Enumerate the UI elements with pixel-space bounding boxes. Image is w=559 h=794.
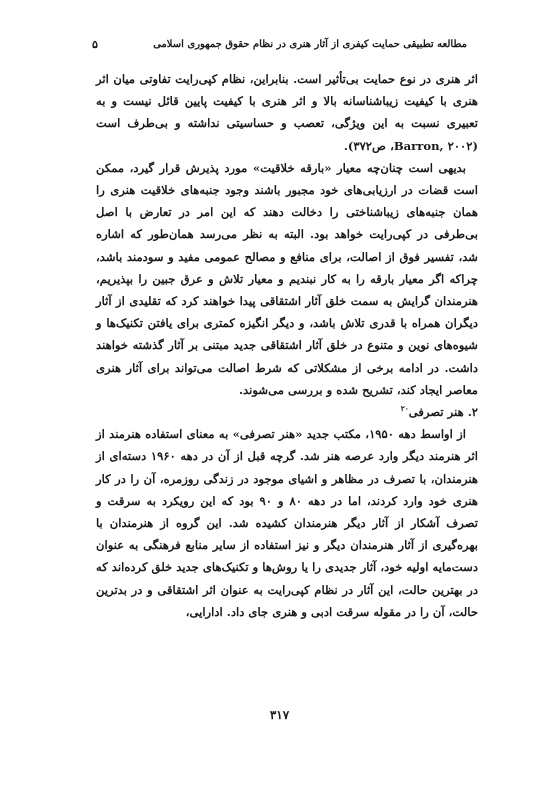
paragraph: از اواسط دهه ۱۹۵۰، مکتب جدید «هنر تصرفی» به معنای استفاده هنرمند از اثر هنرمند دیگر وارد عرصه هنر شد. گرچه قبل از آن در دهه ۱۹۶۰ دسته‌ای از هنرمندان، با تصرف در مظاهر و اشیای موجود در زندگی روزمره، آن را در کار هنری خود وارد کردند، اما در دهه ۸۰ و ۹۰ بود که این رویکرد به سرقت و تصرف آشکار از آثار دیگر هنرمندان کشیده شد. این گروه از هنرمندان با بهره‌گیری از آثار هنرمندان دیگر و نیز استفاده از سایر منابع فرهنگی به عنوان دست‌مایه اولیه خود، آثار جدیدی را یا روش‌ها و تکنیک‌های جدید خلق کرده‌اند که در بهترین حالت، این آثار در نظام کپی‌رایت به عنوان اثر اشتقاقی و در بدترین حالت، آن را در مقوله سرقت ادبی و هنری جای داد. ادارایی، — [96, 427, 479, 619]
header-page-label: ۵ — [92, 37, 98, 51]
running-head: مطالعه تطبیقی حمایت کیفری از آثار هنری در نظام حقوق جمهوری اسلامی — [153, 38, 467, 50]
section-heading — [96, 401, 478, 423]
footnote-marker: ۲۰ — [400, 404, 409, 414]
page-number: ۳۱۷ — [269, 708, 290, 722]
page-header — [92, 34, 467, 54]
heading-text: ۲. هنر تصرفی — [408, 405, 478, 420]
paragraph: بدیهی است چنان‌چه معیار «بارقه خلاقیت» مورد پذیرش قرار گیرد، ممکن است قضات در ارزیابی‌های خود مجبور باشند وجود جنبه‌های خلاقیت هنری را همان جنبه‌های زیباشناختی را دخالت دهند که این امر در تعارض با اصل بی‌طرفی در کپی‌رایت خواهد بود. البته به نظر می‌رسد همان‌طور که اشاره شد، تفسیر فوق از اصالت، برای منافع و مصالح عمومی مفید و سودمند باشد، چراکه اگر معیار بارقه را به کار نبندیم و معیار تلاش و عرق جبین را بپذیریم، هنرمندان گرایش به سمت خلق آثار اشتقاقی پیدا خواهند کرد که تقلیدی از آثار دیگران همراه با قدری تلاش باشد، و دیگر انگیزه کمتری برای یافتن تکنیک‌ها و شیوه‌های نوین و متنوع در خلق آثار اشتقاقی جدید مبتنی بر آثار گذشته خواهند داشت. در ادامه برخی از مشکلاتی که شرط اصالت می‌تواند برای آثار هنری معاصر ایجاد کند، تشریح شده و بررسی می‌شوند. — [96, 160, 478, 397]
body-text — [96, 68, 478, 623]
paragraph: اثر هنری در نوع حمایت بی‌تأثیر است. بنابراین، نظام کپی‌رایت تفاوتی میان اثر هنری با کیفیت زیباشناسانه بالا و اثر هنری با کیفیت پایین قائل نیست و به تعبیری نسبت به این ویژگی، تعصب و حساسیتی نداشته و بی‌طرف است (Barron, ۲۰۰۲، ص۳۷۲). — [96, 72, 478, 153]
